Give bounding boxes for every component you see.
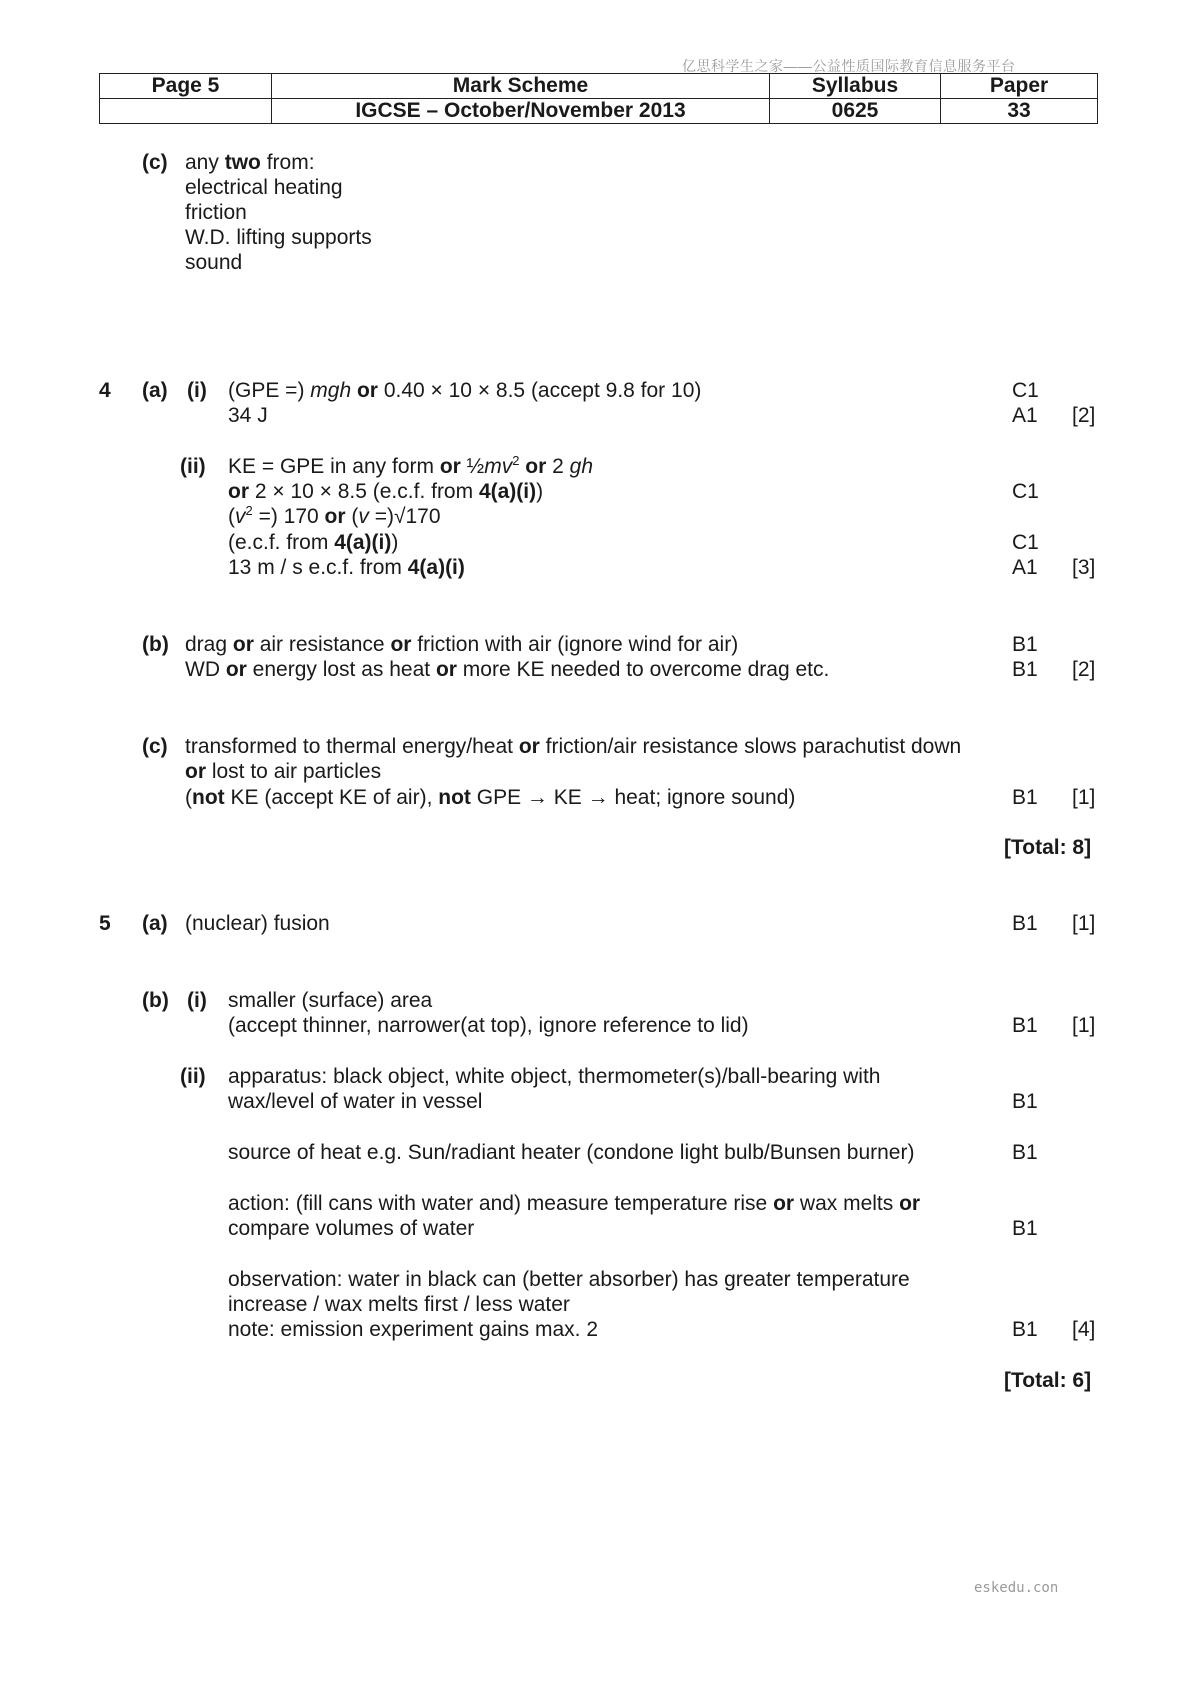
q3c-item: sound xyxy=(185,251,243,274)
q5bi-line1: smaller (surface) area xyxy=(228,989,433,1012)
q4aii-label: (ii) xyxy=(180,455,206,478)
mark: C1 xyxy=(1012,379,1039,402)
q4b-line1: drag or air resistance or friction with air (ignore wind for air) xyxy=(185,633,739,656)
paper-number: 33 xyxy=(941,99,1098,124)
q4ai-line1: (GPE =) mgh or 0.40 × 10 × 8.5 (accept 9.8 for 10) xyxy=(228,379,702,402)
page-number: Page 5 xyxy=(100,74,272,99)
q5-total: [Total: 6] xyxy=(1004,1369,1092,1392)
q4b-label: (b) xyxy=(142,633,169,656)
part-total: [3] xyxy=(1072,556,1096,579)
q5bi-line2: (accept thinner, narrower(at top), ignore reference to lid) xyxy=(228,1014,749,1037)
mark: B1 xyxy=(1012,1014,1038,1037)
q4aii-line2: or 2 × 10 × 8.5 (e.c.f. from 4(a)(i)) xyxy=(228,480,544,503)
q5bi-label: (i) xyxy=(187,989,207,1012)
q3c-item: friction xyxy=(185,201,247,224)
part-total: [1] xyxy=(1072,1014,1096,1037)
q4aii-line4: (e.c.f. from 4(a)(i)) xyxy=(228,531,399,554)
q4aii-line1: KE = GPE in any form or $\frac{1}{2}mv^2$ or 2 gh xyxy=(228,453,593,478)
part-total: [1] xyxy=(1072,912,1096,935)
mark: C1 xyxy=(1012,480,1039,503)
q5bii-p1-line2: wax/level of water in vessel xyxy=(228,1090,483,1113)
q5-number: 5 xyxy=(99,912,111,935)
syllabus-code: 0625 xyxy=(770,99,941,124)
q5bii-label: (ii) xyxy=(180,1065,206,1088)
mark: B1 xyxy=(1012,658,1038,681)
q4c-label: (c) xyxy=(142,735,168,758)
mark: A1 xyxy=(1012,556,1038,579)
header-table xyxy=(99,73,1098,124)
q4aii-line5: 13 m / s e.c.f. from 4(a)(i) xyxy=(228,556,465,579)
watermark-footer: eskedu.con xyxy=(974,1580,1059,1596)
mark: B1 xyxy=(1012,633,1038,656)
q3c-item: W.D. lifting supports xyxy=(185,226,372,249)
mark: B1 xyxy=(1012,1090,1038,1113)
q3c-label: (c) xyxy=(142,151,168,174)
q5bii-p4-line1: observation: water in black can (better absorber) has greater temperature xyxy=(228,1268,910,1291)
part-total: [2] xyxy=(1072,404,1096,427)
q5bii-p3-line2: compare volumes of water xyxy=(228,1217,475,1240)
exam-session: IGCSE – October/November 2013 xyxy=(272,99,770,124)
q4ai-line2: 34 J xyxy=(228,404,268,427)
mark: B1 xyxy=(1012,1217,1038,1240)
header-empty-cell xyxy=(100,99,272,124)
q4c-line2: or lost to air particles xyxy=(185,760,382,783)
q5bii-p3-line1: action: (fill cans with water and) measure temperature rise or wax melts or xyxy=(228,1192,921,1215)
part-total: [2] xyxy=(1072,658,1096,681)
watermark-text: 亿思科学生之家——公益性质国际教育信息服务平台 xyxy=(682,58,1016,74)
q5bii-p4-line2: increase / wax melts first / less water xyxy=(228,1293,570,1316)
mark: B1 xyxy=(1012,1141,1038,1164)
mark: B1 xyxy=(1012,912,1038,935)
mark: C1 xyxy=(1012,531,1039,554)
q4ai-label: (i) xyxy=(187,379,207,402)
q5a-label: (a) xyxy=(142,912,168,935)
q3c-item: electrical heating xyxy=(185,176,343,199)
q4a-label: (a) xyxy=(142,379,168,402)
q4aii-line3: ($v^2$ =) 170 or (v =)√170 xyxy=(228,503,441,528)
paper-label: Paper xyxy=(941,74,1098,99)
q3c-intro: any two from: xyxy=(185,151,315,174)
mark-scheme-title: Mark Scheme xyxy=(272,74,770,99)
q5bii-p2-line1: source of heat e.g. Sun/radiant heater (condone light bulb/Bunsen burner) xyxy=(228,1141,915,1164)
q4c-line3: (not KE (accept KE of air), not GPE → KE → heat; ignore sound) xyxy=(185,786,796,809)
part-total: [1] xyxy=(1072,786,1096,809)
q5bii-p1-line1: apparatus: black object, white object, thermometer(s)/ball-bearing with xyxy=(228,1065,881,1088)
q4b-line2: WD or energy lost as heat or more KE needed to overcome drag etc. xyxy=(185,658,830,681)
q4-number: 4 xyxy=(99,379,111,402)
q4-total: [Total: 8] xyxy=(1004,836,1092,859)
q5bii-p4-line3: note: emission experiment gains max. 2 xyxy=(228,1318,599,1341)
syllabus-label: Syllabus xyxy=(770,74,941,99)
part-total: [4] xyxy=(1072,1318,1096,1341)
q5b-label: (b) xyxy=(142,989,169,1012)
q5a-text: (nuclear) fusion xyxy=(185,912,330,935)
q4c-line1: transformed to thermal energy/heat or friction/air resistance slows parachutist down xyxy=(185,735,962,758)
mark: B1 xyxy=(1012,1318,1038,1341)
mark: A1 xyxy=(1012,404,1038,427)
mark: B1 xyxy=(1012,786,1038,809)
